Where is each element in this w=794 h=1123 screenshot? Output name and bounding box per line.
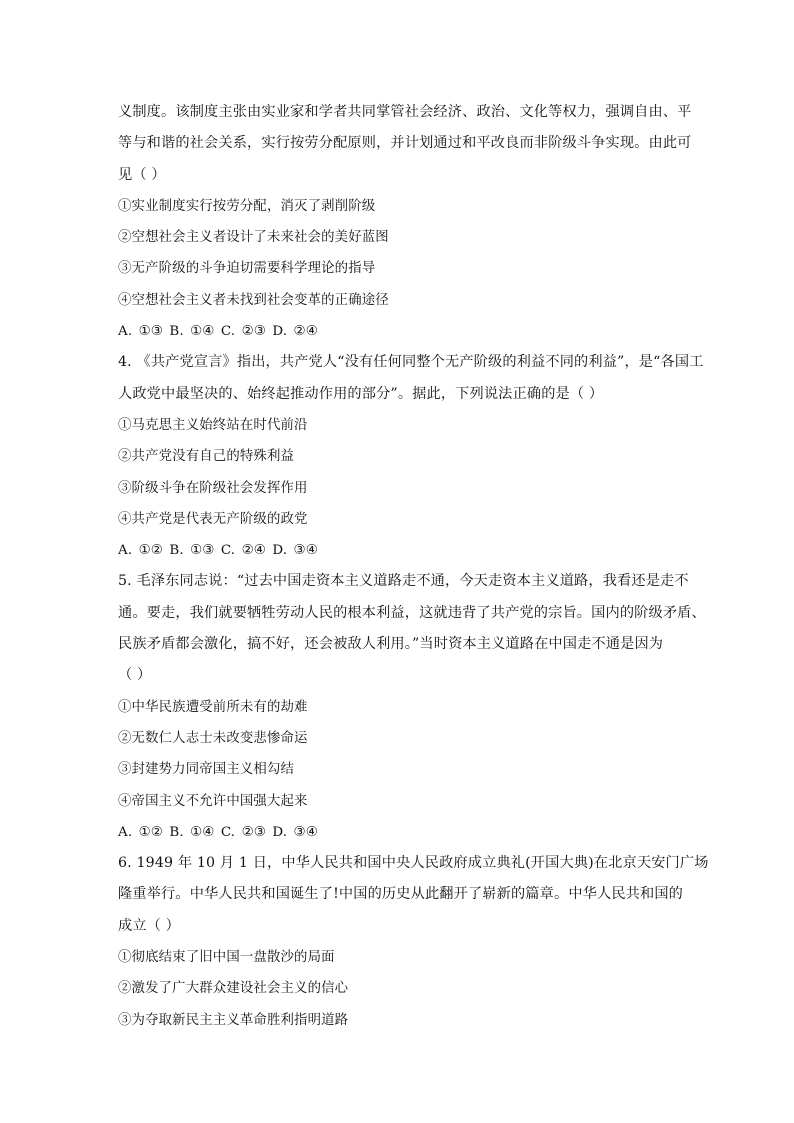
question-stem-line: 4. 《共产党宣言》指出，共产党人“没有任何同整个无产阶级的利益不同的利益”，是“各国工 (118, 354, 704, 371)
question-stem-line: 6. 1949 年 10 月 1 日，中华人民共和国中央人民政府成立典礼(开国大典)在北京天安门广场 (118, 855, 709, 872)
exam-page (118, 97, 709, 1036)
statement-option-1: ①彻底结束了旧中国一盘散沙的局面 (118, 950, 335, 966)
statement-option-3: ③封建势力同帝国主义相勾结 (118, 762, 295, 778)
statement-option-2: ②无数仁人志士未改变悲惨命运 (118, 730, 308, 746)
question-stem-line: 民族矛盾都会激化，搞不好，还会被敌人利用。”当时资本主义道路在中国走不通是因为 (118, 636, 664, 653)
question-stem-line: 5. 毛泽东同志说：“过去中国走资本主义道路走不通，今天走资本主义道路，我看还是走不 (118, 573, 689, 590)
statement-option-4: ④帝国主义不允许中国强大起来 (118, 793, 308, 809)
question-5 (118, 566, 706, 848)
statement-option-2: ②激发了广大群众建设社会主义的信心 (118, 981, 349, 997)
statement-option-3: ③为夺取新民主主义革命胜利指明道路 (118, 1012, 349, 1028)
question-3 (118, 97, 692, 347)
statement-option-1: ①实业制度实行按劳分配，消灭了剥削阶级 (118, 198, 376, 214)
question-stem-line: 成立（ ） (118, 917, 181, 934)
question-stem-line: （ ） (118, 667, 152, 684)
statement-option-1: ①马克思主义始终站在时代前沿 (118, 417, 308, 433)
statement-option-4: ④共产党是代表无产阶级的政党 (118, 511, 308, 527)
question-stem-line: 见（ ） (118, 166, 166, 183)
statement-option-2: ②空想社会主义者设计了未来社会的美好蓝图 (118, 230, 389, 246)
statement-option-2: ②共产党没有自己的特殊利益 (118, 449, 295, 465)
question-stem-line: 通。要走，我们就要牺牲劳动人民的根本利益，这就违背了共产党的宗旨。国内的阶级矛盾、 (118, 604, 706, 621)
question-stem-line: 义制度。该制度主张由实业家和学者共同掌管社会经济、政治、文化等权力，强调自由、平 (118, 104, 692, 120)
question-4 (118, 347, 704, 566)
question-stem-line: 等与和谐的社会关系，实行按劳分配原则，并计划通过和平改良而非阶级斗争实现。由此可 (118, 135, 692, 152)
statement-option-3: ③阶级斗争在阶级社会发挥作用 (118, 480, 308, 496)
question-6 (118, 848, 709, 1036)
question-stem-line: 人政党中最坚决的、始终起推动作用的部分”。据此，下列说法正确的是（ ） (118, 385, 604, 402)
answer-choices: A. ①② B. ①③ C. ②④ D. ③④ (118, 543, 318, 559)
question-stem-line: 隆重举行。中华人民共和国诞生了!中国的历史从此翻开了崭新的篇章。中华人民共和国的 (118, 886, 684, 903)
answer-choices: A. ①③ B. ①④ C. ②③ D. ②④ (118, 324, 318, 340)
statement-option-4: ④空想社会主义者未找到社会变革的正确途径 (118, 292, 389, 308)
statement-option-3: ③无产阶级的斗争迫切需要科学理论的指导 (118, 261, 376, 277)
answer-choices: A. ①② B. ①④ C. ②③ D. ③④ (118, 824, 318, 840)
statement-option-1: ①中华民族遭受前所未有的劫难 (118, 699, 308, 715)
